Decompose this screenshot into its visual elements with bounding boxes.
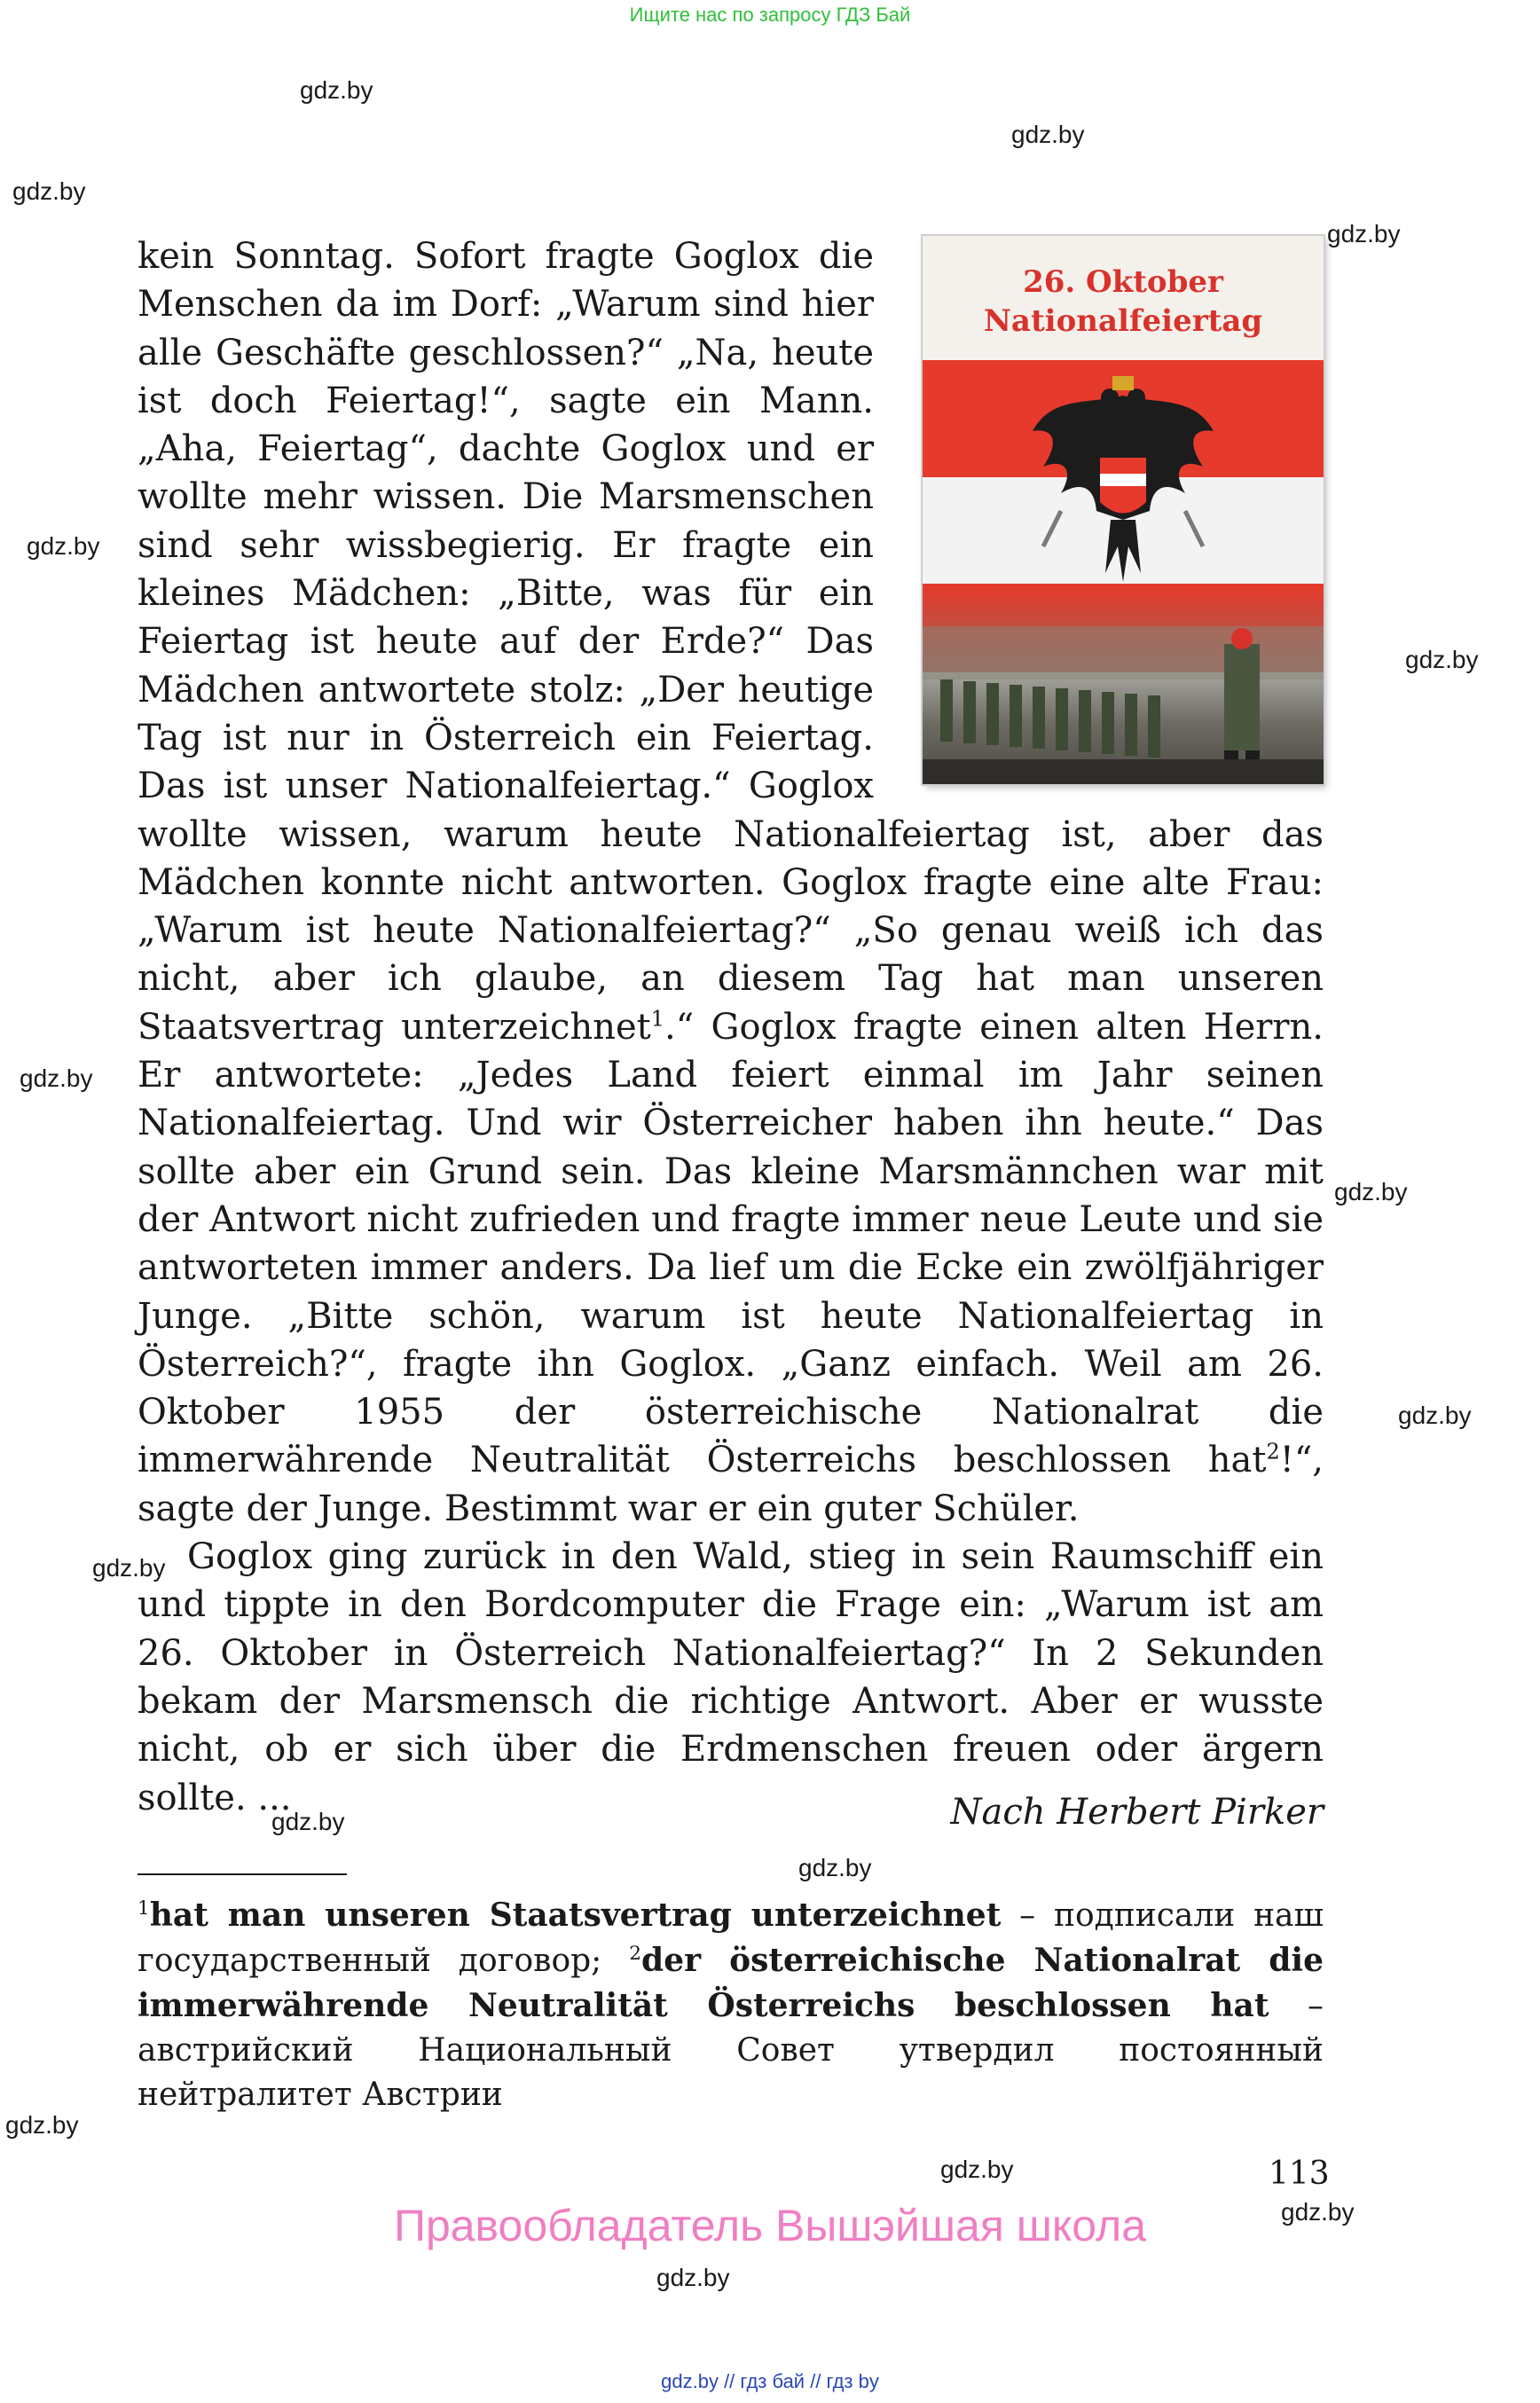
soldiers-illustration — [923, 626, 1324, 784]
text-part-1: kein Sonntag. Sofort fragte Goglox die Menschen da im Dorf: „Warum sind hier alle Geschäfte geschlossen?“ „Na, heute ist doch Feiertag!“, sagte ein Mann. „Aha, Feiertag“, dachte Goglox und er wollte mehr wissen. Die Marsmenschen sind sehr wissbegierig. Er fragte ein kleines Mädchen: „Bitte, was für ein Feiertag ist heute auf der Erde?“ Das Mädchen antwortete stolz: „Der heutige Tag ist nur in Österreich ein Feiertag. Das ist unser Nationalfeiertag.“ Goglox wollte wissen, warum heute Nationalfeiertag ist, aber das Mädchen konnte nicht antworten. Goglox fragte eine alte Frau: „Warum ist heute Nationalfeiertag?“ „So genau weiß ich das nicht, aber ich glaube, an diesem Tag hat man unseren Staatsvertrag unterzeichnet — [138, 236, 1324, 1048]
main-text — [138, 232, 1324, 1822]
watermark: gdz.by — [271, 1808, 345, 1835]
page-number: 113 — [1269, 2156, 1330, 2192]
bottom-links[interactable]: gdz.by // гдз бай // гдз by — [661, 2370, 879, 2392]
footnote-number-1: 1 — [138, 1897, 150, 1920]
watermark: gdz.by — [1334, 1178, 1408, 1205]
paragraph-2: Goglox ging zurück in den Wald, stieg in sein Raumschiff ein und tippte in den Bordcomputer die Frage ein: „Warum ist am 26. Oktober in Österreich Nationalfeiertag?“ In 2 Sekunden bekam der Marsmensch die richtige Antwort. Aber er wusste nicht, ob er sich über die Erdmenschen freuen oder ärgern sollte. ... — [138, 1536, 1324, 1818]
footnote-ref-1: 1 — [650, 1006, 665, 1032]
watermark: gdz.by — [1011, 121, 1085, 148]
watermark: gdz.by — [20, 1064, 93, 1092]
watermark: gdz.by — [940, 2156, 1014, 2183]
footnote-term-2: der österreichische Nationalrat die immerwährende Neutralität Österreichs beschlossen hat — [138, 1942, 1324, 2024]
watermark: gdz.by — [1398, 1402, 1472, 1429]
author-attribution: Nach Herbert Pirker — [950, 1792, 1324, 1833]
watermark: gdz.by — [27, 532, 100, 560]
watermark: gdz.by — [1281, 2198, 1355, 2226]
watermark: gdz.by — [1405, 646, 1479, 673]
watermark: gdz.by — [12, 177, 86, 205]
watermark: gdz.by — [798, 1854, 872, 1881]
footnote-number-2: 2 — [629, 1943, 642, 1965]
footnotes — [138, 1893, 1324, 2117]
watermark: gdz.by — [1327, 220, 1401, 247]
footnote-term-1: hat man unseren Staatsvertrag unterzeichnet — [149, 1896, 1002, 1934]
text-part-2: .“ Goglox fragte einen alten Herrn. Er antwortete: „Jedes Land feiert einmal im Jahr seinen Nationalfeiertag. Und wir Österreicher haben ihn heute.“ Das sollte aber ein Grund sein. Das kleine Marsmännchen war mit der Antwort nicht zufrieden und fragte immer neue Leute und sie antworteten immer anders. Da lief um die Ecke ein zwölfjähriger Junge. „Bitte schön, warum ist heute Nationalfeiertag in Österreich?“, fragte ihn Goglox. „Ganz einfach. Weil am 26. Oktober 1955 der österreichische Nationalrat die immerwährende Neutralität Österreichs beschlossen hat — [138, 1006, 1324, 1481]
watermark: gdz.by — [656, 2264, 730, 2291]
top-banner[interactable]: Ищите нас по запросу ГДЗ Бай — [629, 4, 911, 26]
publisher-notice: Правообладатель Вышэйшая школа — [394, 2201, 1146, 2250]
footnote-translation-2: – австрийский Национальный Совет утвердил постоянный нейтралитет Австрии — [138, 1988, 1324, 2113]
footnote-ref-2: 2 — [1266, 1440, 1280, 1465]
watermark: gdz.by — [5, 2111, 79, 2139]
footnote-translation-1: – подписали наш государственный договор; — [138, 1897, 1324, 1979]
eagle-icon — [1025, 369, 1221, 600]
watermark: gdz.by — [92, 1554, 166, 1582]
watermark: gdz.by — [300, 76, 373, 104]
text-part-3: !“, sagte der Junge. Bestimmt war er ein guter Schüler. — [138, 1440, 1324, 1529]
nationalfeiertag-poster — [923, 236, 1324, 784]
poster-title: 26. Oktober Nationalfeiertag — [983, 264, 1263, 339]
footnote-divider — [138, 1873, 347, 1875]
